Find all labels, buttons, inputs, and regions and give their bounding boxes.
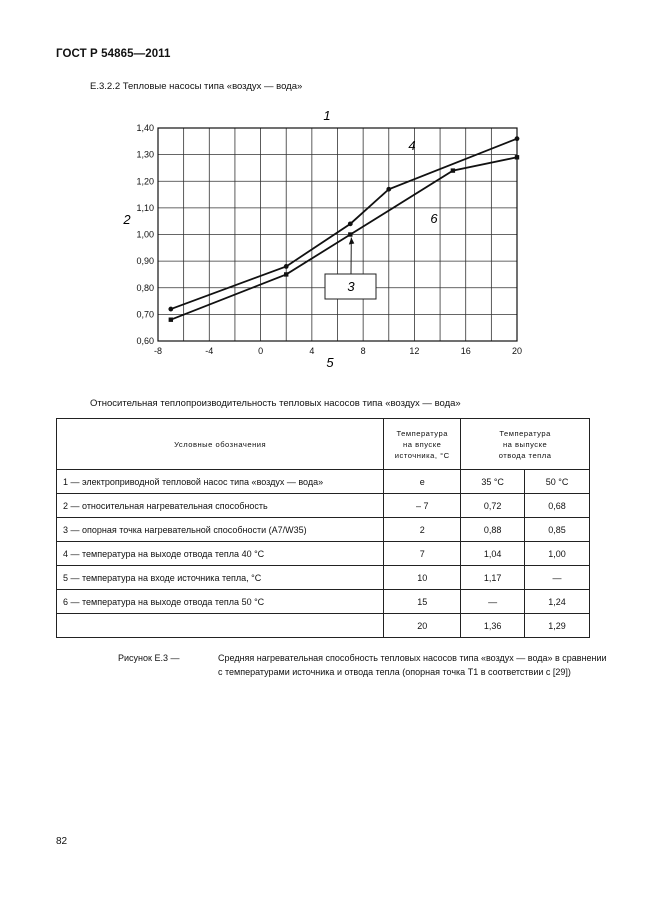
- table-row: [57, 566, 590, 590]
- x-tick-label: 0: [258, 346, 264, 356]
- label-left: 2: [123, 212, 131, 227]
- header-source-l2: на впуске: [403, 439, 442, 449]
- table-row: [57, 590, 590, 614]
- table-row: [57, 494, 590, 518]
- y-tick-label: 0,90: [136, 256, 154, 267]
- page-number: 82: [56, 836, 68, 847]
- table-row: [57, 470, 590, 494]
- figure-caption-line2: с температурами источника и отвода тепла (опорная точка Т1 в соответствии с [29]): [218, 667, 571, 677]
- x-tick-label: -8: [153, 346, 163, 356]
- label-series-6: 6: [430, 211, 438, 226]
- data-point: [348, 221, 353, 226]
- callout-arrowhead: [349, 238, 355, 245]
- row-temp: 10: [384, 566, 461, 590]
- row-val-35: 0,72: [461, 494, 525, 518]
- data-point: [284, 264, 289, 269]
- row-temp: – 7: [384, 494, 461, 518]
- row-val-35: 0,88: [461, 518, 525, 542]
- row-temp: 7: [384, 542, 461, 566]
- header-sink-l3: отвода тепла: [498, 450, 552, 460]
- row-desc: 6 — температура на выходе отвода тепла 50 °С: [57, 590, 384, 614]
- data-point: [386, 187, 391, 192]
- y-tick-label: 1,00: [136, 229, 154, 240]
- data-point: [348, 232, 352, 236]
- row-val-50: 0,85: [525, 518, 590, 542]
- row-val-50: —: [525, 566, 590, 590]
- table-row: [57, 614, 590, 638]
- header-source-l3: источника, °С: [394, 450, 450, 460]
- x-tick-label: -4: [205, 346, 214, 356]
- label-series-4: 4: [408, 138, 416, 153]
- row-temp: 15: [384, 590, 461, 614]
- row-val-50: 0,68: [525, 494, 590, 518]
- x-tick-label: 20: [511, 346, 523, 356]
- header-sink-temp: [461, 419, 590, 470]
- header-sink-l2: на выпуске: [502, 439, 548, 449]
- data-point: [515, 136, 520, 141]
- y-tick-label: 0,60: [136, 336, 154, 346]
- row-desc: 3 — опорная точка нагревательной способности (А7/W35): [57, 518, 384, 542]
- x-tick-label: 16: [460, 346, 471, 356]
- y-tick-label: 1,40: [136, 123, 154, 133]
- table-caption: Относительная теплопроизводительность тепловых насосов типа «воздух — вода»: [90, 398, 461, 409]
- row-val-35: 1,04: [461, 542, 525, 566]
- header-legend: Условные обозначения: [57, 419, 384, 470]
- y-tick-label: 1,20: [136, 176, 154, 187]
- row-desc: 1 — электроприводной тепловой насос типа «воздух — вода»: [57, 470, 384, 494]
- label-box: 3: [347, 279, 355, 294]
- row-desc: 5 — температура на входе источника тепла, °С: [57, 566, 384, 590]
- data-point: [169, 318, 173, 322]
- header-source-l1: Температура: [396, 428, 448, 438]
- header-sink-l1: Температура: [499, 428, 551, 438]
- row-val-50: 1,00: [525, 542, 590, 566]
- row-val-35: —: [461, 590, 525, 614]
- data-point: [451, 168, 455, 172]
- chart-svg: [110, 104, 530, 374]
- label-top: 1: [323, 108, 331, 123]
- y-tick-label: 1,30: [136, 149, 154, 160]
- label-bottom: 5: [326, 355, 334, 370]
- chart-callouts: [122, 108, 438, 370]
- row-val-35: 35 °С: [461, 470, 525, 494]
- row-desc: 4 — температура на выходе отвода тепла 40 °С: [57, 542, 384, 566]
- x-tick-label: 12: [409, 346, 420, 356]
- y-tick-label: 0,70: [136, 309, 154, 320]
- row-desc: [57, 614, 384, 638]
- table-row: [57, 542, 590, 566]
- y-tick-label: 0,80: [136, 282, 154, 293]
- row-val-35: 1,36: [461, 614, 525, 638]
- figure-caption-line1: Средняя нагревательная способность тепловых насосов типа «воздух — вода» в сравнении: [218, 653, 607, 663]
- section-title: Е.3.2.2 Тепловые насосы типа «воздух — вода»: [90, 81, 303, 92]
- row-val-50: 1,24: [525, 590, 590, 614]
- row-temp: 20: [384, 614, 461, 638]
- chart-ticks: [136, 123, 522, 356]
- table-row: [57, 518, 590, 542]
- row-val-50: 50 °С: [525, 470, 590, 494]
- row-desc: 2 — относительная нагревательная способность: [57, 494, 384, 518]
- y-tick-label: 1,10: [136, 202, 154, 213]
- header-source-temp: [384, 419, 461, 470]
- document-header: ГОСТ Р 54865—2011: [56, 48, 171, 60]
- chart: [110, 104, 530, 379]
- table-header-row: [57, 419, 590, 470]
- row-val-35: 1,17: [461, 566, 525, 590]
- figure-caption-label: Рисунок Е.3 —: [118, 653, 180, 663]
- data-point: [168, 307, 173, 312]
- row-temp: 2: [384, 518, 461, 542]
- row-val-50: 1,29: [525, 614, 590, 638]
- row-temp: e: [384, 470, 461, 494]
- data-point: [284, 272, 288, 276]
- x-tick-label: 4: [309, 346, 315, 356]
- x-tick-label: 8: [360, 346, 366, 356]
- data-point: [515, 155, 519, 159]
- legend-table: [56, 418, 590, 638]
